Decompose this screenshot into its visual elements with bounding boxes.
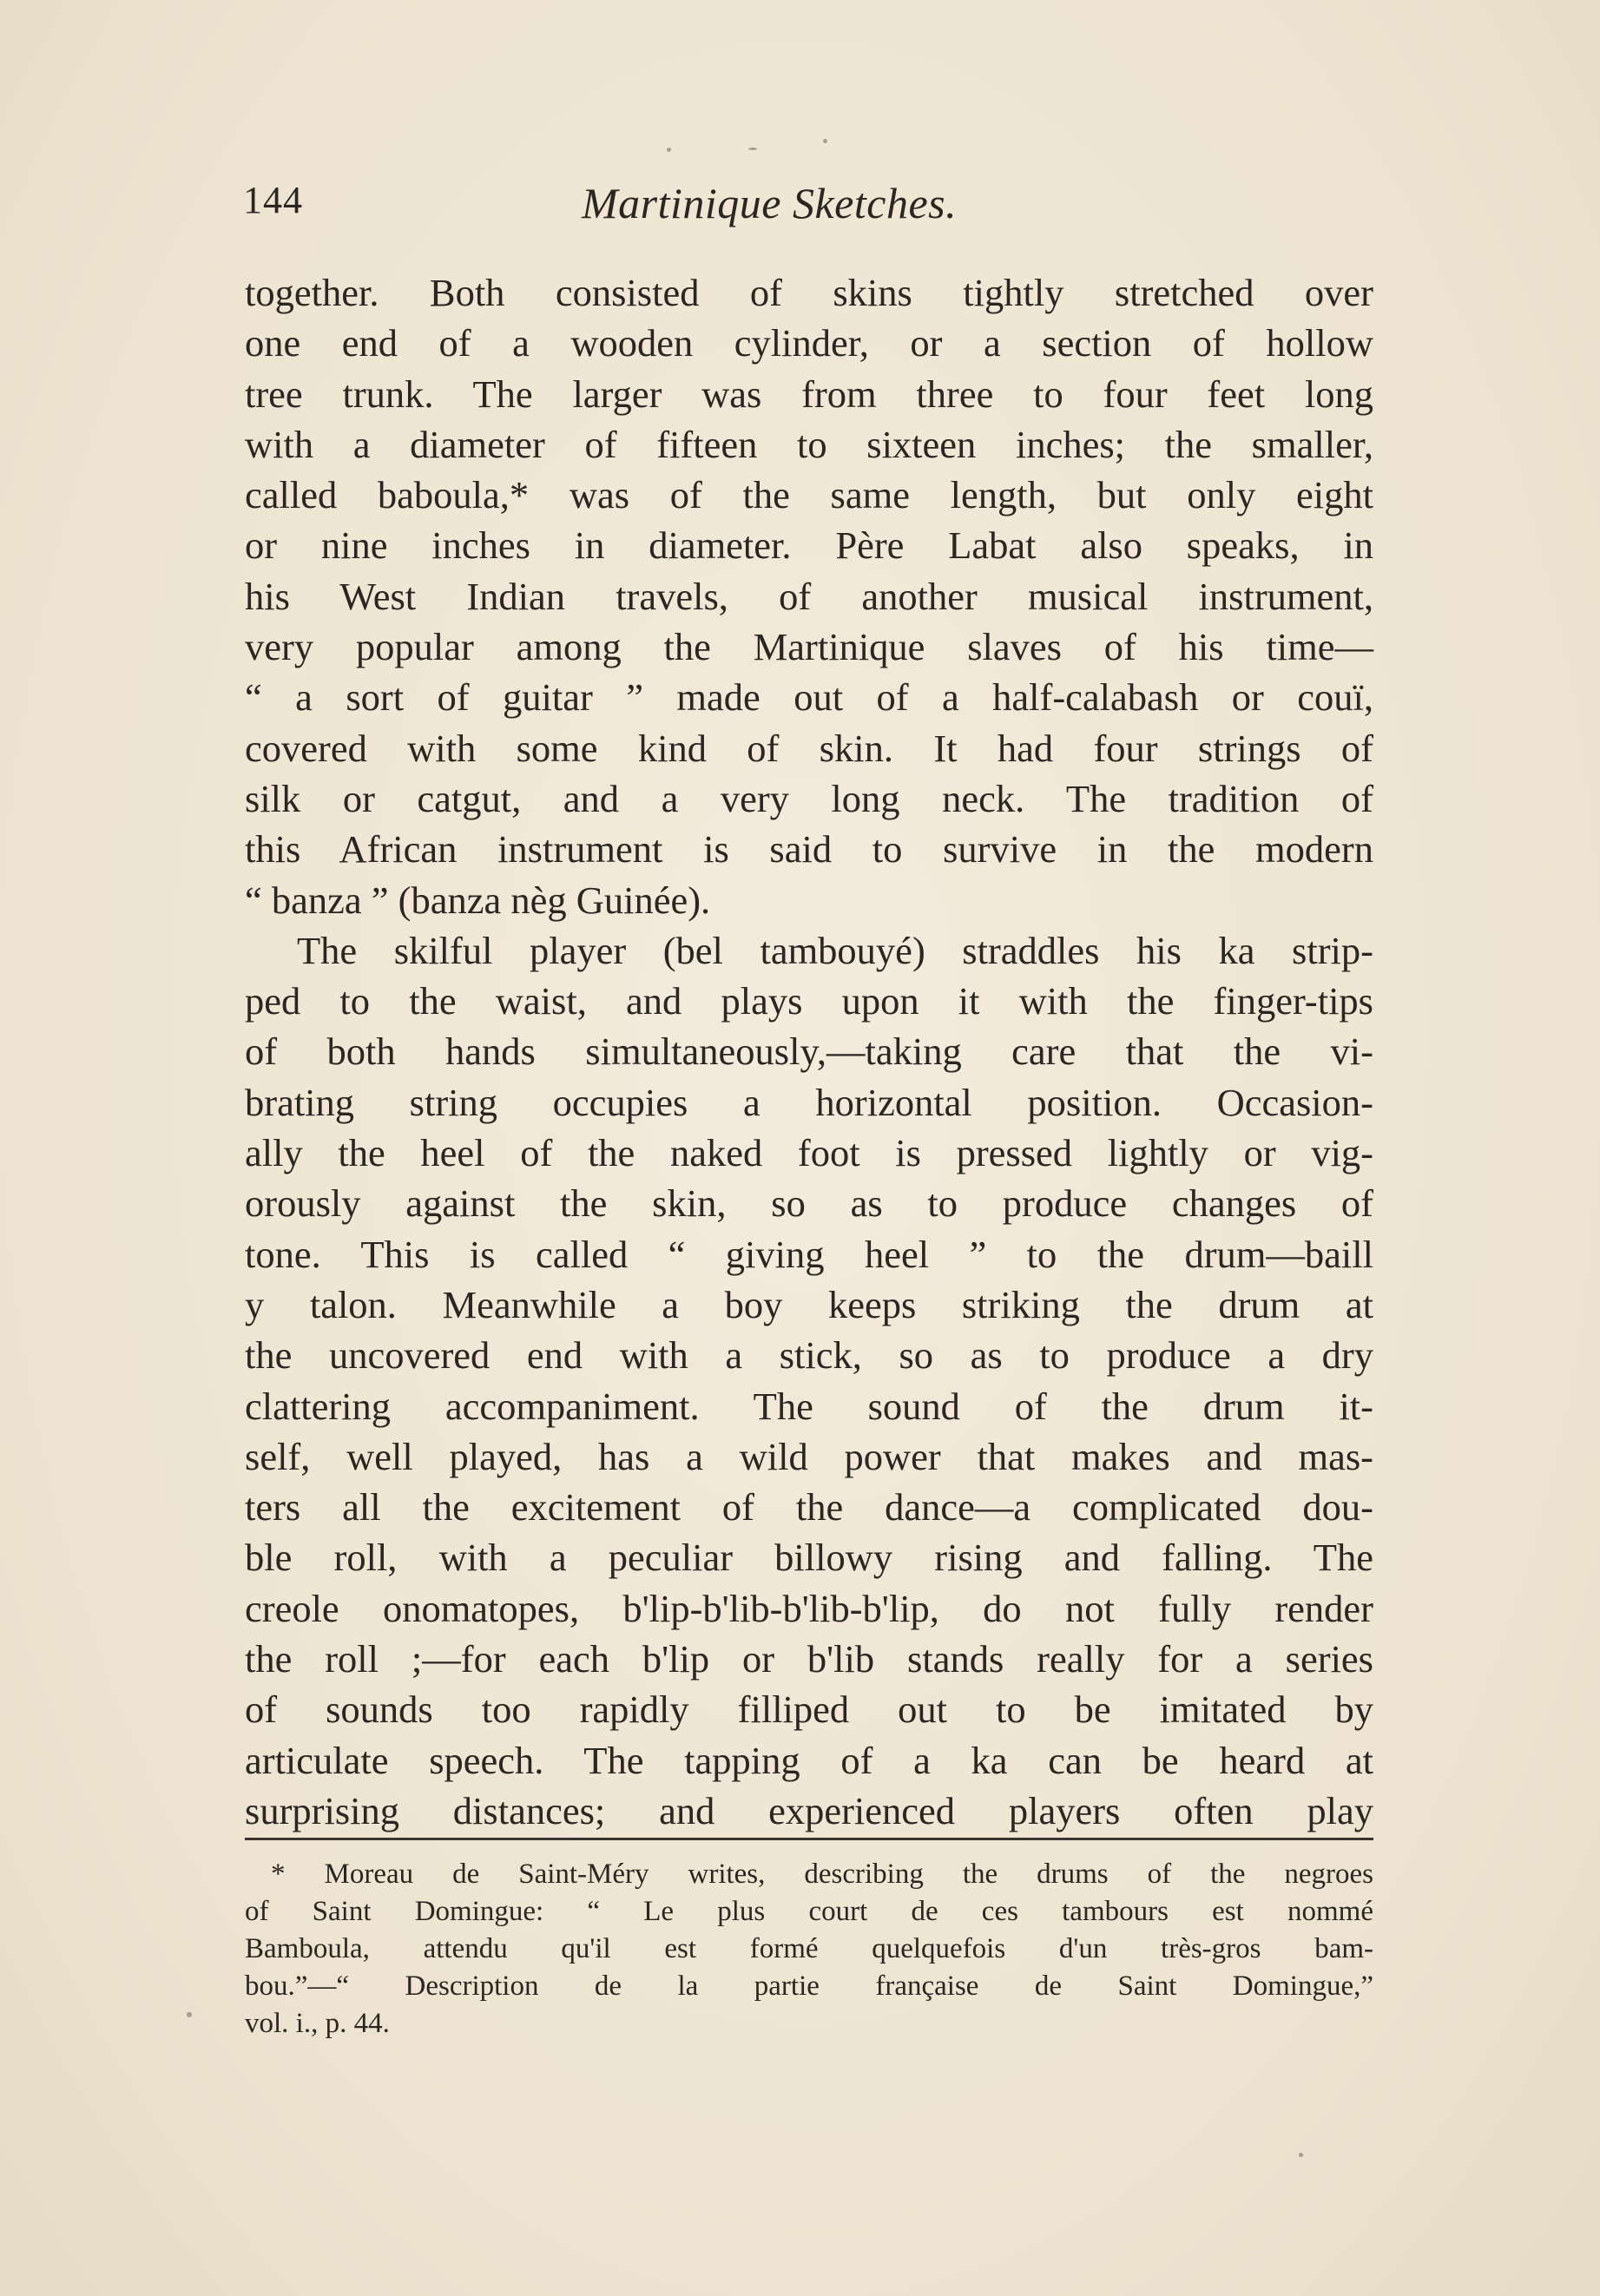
text-line: called baboula,* was of the same length, but only eight <box>245 473 1373 517</box>
text-line: tree trunk. The larger was from three to four feet long <box>245 372 1373 416</box>
footnote-line: bou.”—“ Description de la partie française de Saint Domingue,” <box>245 1970 1373 2002</box>
running-title: Martinique Sketches. <box>582 179 958 227</box>
text-line: The skilful player (bel tambouyé) straddles his ka strip- <box>297 928 1373 972</box>
text-line: or nine inches in diameter. Père Labat also speaks, in <box>245 523 1373 568</box>
page-number: 144 <box>243 179 303 221</box>
text-line: orously against the skin, so as to produce changes of <box>245 1181 1373 1226</box>
text-line: “ banza ” (banza nèg Guinée). <box>245 878 711 922</box>
text-line: self, well played, has a wild power that makes and mas- <box>245 1434 1373 1478</box>
text-line: articulate speech. The tapping of a ka can be heard at <box>245 1738 1373 1782</box>
text-line: y talon. Meanwhile a boy keeps striking the drum at <box>245 1282 1373 1326</box>
text-line: ble roll, with a peculiar billowy rising and falling. The <box>245 1536 1373 1580</box>
footnote-line: * Moreau de Saint-Méry writes, describing the drums of the negroes <box>271 1859 1373 1890</box>
text-line: tone. This is called “ giving heel ” to the drum—baill <box>245 1232 1373 1276</box>
text-line: silk or catgut, and a very long neck. The tradition of <box>245 776 1373 820</box>
page-header <box>243 178 1372 239</box>
text-line: the uncovered end with a stick, so as to produce a dry <box>245 1333 1373 1378</box>
text-line: his West Indian travels, of another musical instrument, <box>245 574 1373 618</box>
paper-speck <box>667 148 671 152</box>
text-line: brating string occupies a horizontal position. Occasion- <box>245 1080 1373 1124</box>
paper-speck <box>187 2012 192 2017</box>
text-line: clattering accompaniment. The sound of the drum it- <box>245 1384 1373 1428</box>
footnote-divider <box>245 1838 1373 1840</box>
text-line: ped to the waist, and plays upon it with the finger-tips <box>245 979 1373 1023</box>
paper-speck <box>748 148 757 150</box>
footnote-line: Bamboula, attendu qu'il est formé quelquefois d'un très-gros bam- <box>245 1933 1373 1964</box>
text-line: covered with some kind of skin. It had four strings of <box>245 726 1373 770</box>
text-line: ters all the excitement of the dance—a complicated dou- <box>245 1485 1373 1530</box>
text-line: together. Both consisted of skins tightly stretched over <box>245 271 1373 314</box>
text-line: of sounds too rapidly filliped out to be imitated by <box>245 1687 1373 1732</box>
body-text <box>245 267 1373 1836</box>
text-line: creole onomatopes, b'lip-b'lib-b'lib-b'lip, do not fully render <box>245 1586 1373 1630</box>
text-line: surprising distances; and experienced players often play <box>245 1788 1373 1832</box>
paper-speck <box>1299 2153 1303 2157</box>
footnote-line: of Saint Domingue: “ Le plus court de ces tambours est nommé <box>245 1896 1373 1927</box>
text-line: with a diameter of fifteen to sixteen inches; the smaller, <box>245 422 1373 466</box>
text-line: one end of a wooden cylinder, or a section of hollow <box>245 321 1373 365</box>
text-line: the roll ;—for each b'lip or b'lib stands really for a series <box>245 1637 1373 1681</box>
footnote <box>245 1856 1373 2043</box>
paper-speck <box>823 139 827 143</box>
text-line: of both hands simultaneously,—taking care that the vi- <box>245 1030 1373 1074</box>
text-line: “ a sort of guitar ” made out of a half-calabash or couï, <box>245 675 1373 720</box>
footnote-line: vol. i., p. 44. <box>245 2008 390 2039</box>
text-line: this African instrument is said to survive in the modern <box>245 827 1373 872</box>
text-line: very popular among the Martinique slaves of his time— <box>245 625 1373 669</box>
text-line: ally the heel of the naked foot is pressed lightly or vig- <box>245 1131 1373 1175</box>
